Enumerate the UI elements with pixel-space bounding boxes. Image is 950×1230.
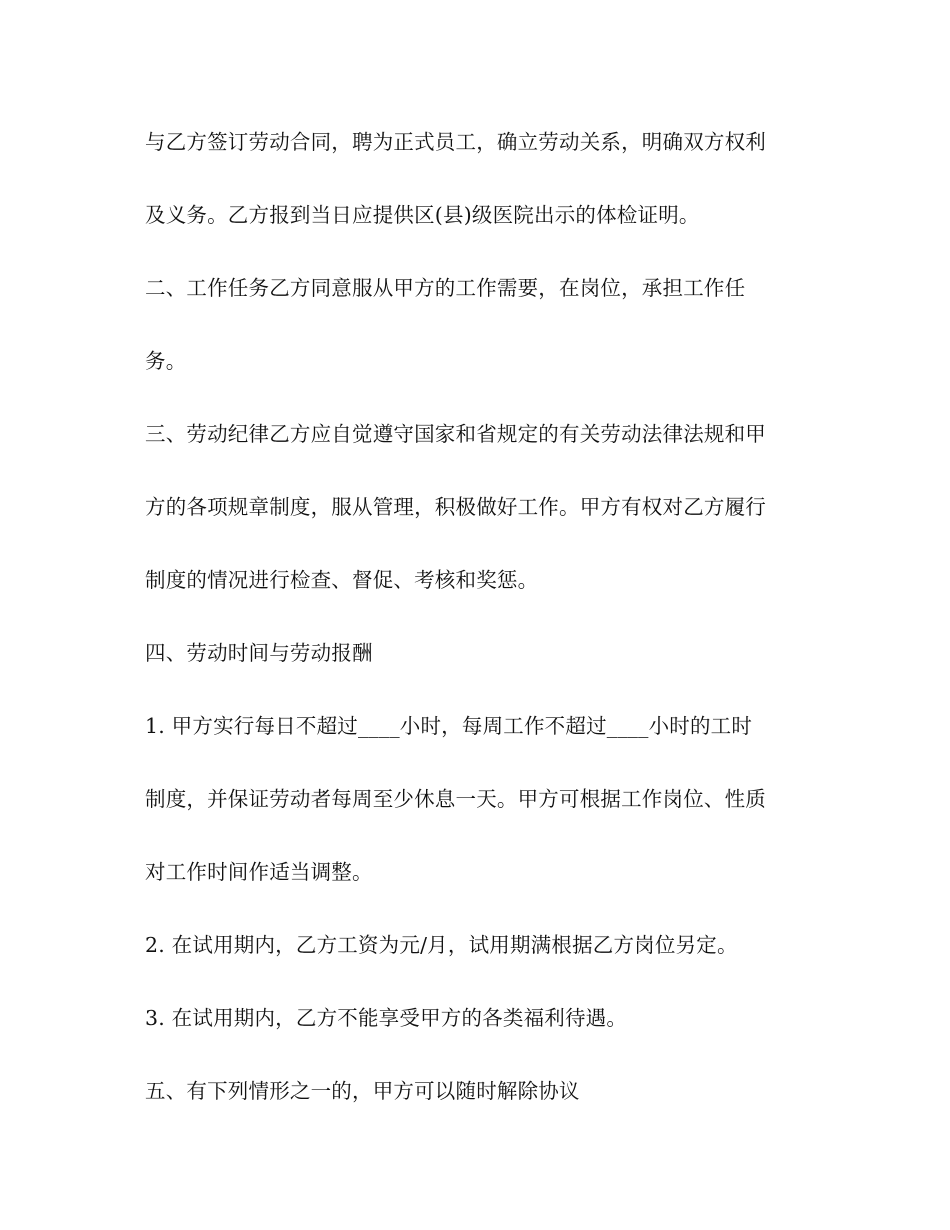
section-heading-work-tasks: 二、工作任务乙方同意服从甲方的工作需要，在岗位，承担工作任 [145, 276, 746, 300]
text-line: 对工作时间作适当调整。 [145, 860, 373, 884]
section-heading-working-hours: 四、劳动时间与劳动报酬 [145, 641, 373, 665]
text-line: 制度的情况进行检查、督促、考核和奖惩。 [145, 568, 539, 592]
text-line: 及义务。乙方报到当日应提供区(县)级医院出示的体检证明。 [145, 203, 700, 227]
section-heading-termination: 五、有下列情形之一的，甲方可以随时解除协议 [145, 1079, 580, 1103]
clause-item-1: 1. 甲方实行每日不超过____小时，每周工作不超过____小时的工时 [145, 714, 753, 738]
text-line: 与乙方签订劳动合同，聘为正式员工，确立劳动关系，明确双方权利 [145, 130, 766, 154]
text-line: 务。 [145, 349, 187, 373]
text-line: 方的各项规章制度，服从管理，积极做好工作。甲方有权对乙方履行 [145, 495, 766, 519]
section-heading-labor-discipline: 三、劳动纪律乙方应自觉遵守国家和省规定的有关劳动法律法规和甲 [145, 422, 766, 446]
text-line: 制度，并保证劳动者每周至少休息一天。甲方可根据工作岗位、性质 [145, 787, 766, 811]
clause-item-3: 3. 在试用期内，乙方不能享受甲方的各类福利待遇。 [145, 1006, 628, 1030]
clause-item-2: 2. 在试用期内，乙方工资为元/月，试用期满根据乙方岗位另定。 [145, 933, 738, 957]
